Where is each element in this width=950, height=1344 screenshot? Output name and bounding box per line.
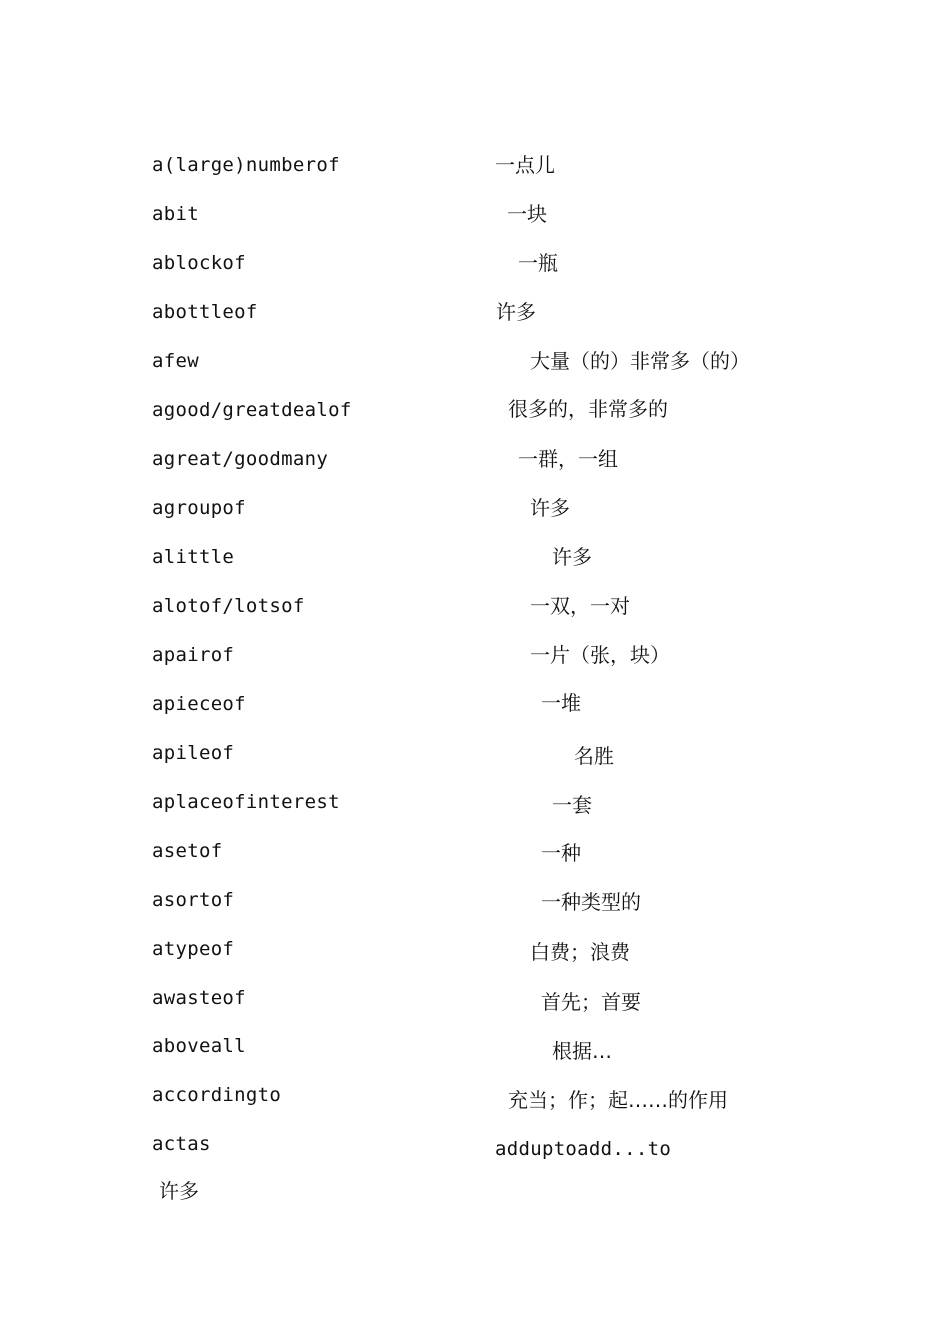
chinese-column-english-entry: adduptoadd...to [495, 1138, 672, 1160]
english-term: alittle [152, 546, 235, 568]
english-term: alotof/lotsof [152, 595, 305, 617]
english-term: agood/greatdealof [152, 399, 352, 421]
chinese-meaning: 充当；作；起……的作用 [508, 1088, 728, 1112]
english-term: awasteof [152, 987, 246, 1009]
chinese-meaning: 一点儿 [495, 153, 555, 177]
chinese-meaning: 一双，一对 [530, 594, 630, 618]
chinese-meaning: 很多的，非常多的 [508, 397, 668, 421]
chinese-meaning: 一块 [507, 202, 547, 226]
chinese-meaning: 一种类型的 [541, 890, 641, 914]
english-term: aboveall [152, 1035, 246, 1057]
chinese-meaning: 许多 [530, 496, 570, 520]
chinese-meaning: 许多 [496, 300, 536, 324]
english-term: abit [152, 203, 199, 225]
chinese-meaning: 大量（的）非常多（的） [530, 349, 750, 373]
english-term: apieceof [152, 693, 246, 715]
english-term: asetof [152, 840, 223, 862]
chinese-meaning: 许多 [552, 545, 592, 569]
english-term: asortof [152, 889, 235, 911]
english-term: a(large)numberof [152, 154, 340, 176]
english-term: atypeof [152, 938, 235, 960]
english-term: agreat/goodmany [152, 448, 329, 470]
english-term: agroupof [152, 497, 246, 519]
english-term: accordingto [152, 1084, 282, 1106]
chinese-meaning: 一群，一组 [518, 447, 618, 471]
english-term: apileof [152, 742, 235, 764]
chinese-meaning: 一堆 [541, 691, 581, 715]
chinese-meaning: 一套 [552, 793, 592, 817]
english-term: apairof [152, 644, 235, 666]
chinese-meaning: 白费；浪费 [530, 940, 630, 964]
english-term: afew [152, 350, 199, 372]
english-term: ablockof [152, 252, 246, 274]
english-term: aplaceofinterest [152, 791, 340, 813]
chinese-meaning: 一瓶 [518, 251, 558, 275]
chinese-meaning: 名胜 [574, 744, 614, 768]
trailing-meaning: 许多 [159, 1179, 199, 1203]
chinese-meaning: 一种 [541, 841, 581, 865]
english-term: abottleof [152, 301, 258, 323]
chinese-meaning: 首先；首要 [541, 990, 641, 1014]
chinese-meaning: 根据… [552, 1039, 612, 1063]
chinese-meaning: 一片（张，块） [530, 643, 670, 667]
english-term: actas [152, 1133, 211, 1155]
